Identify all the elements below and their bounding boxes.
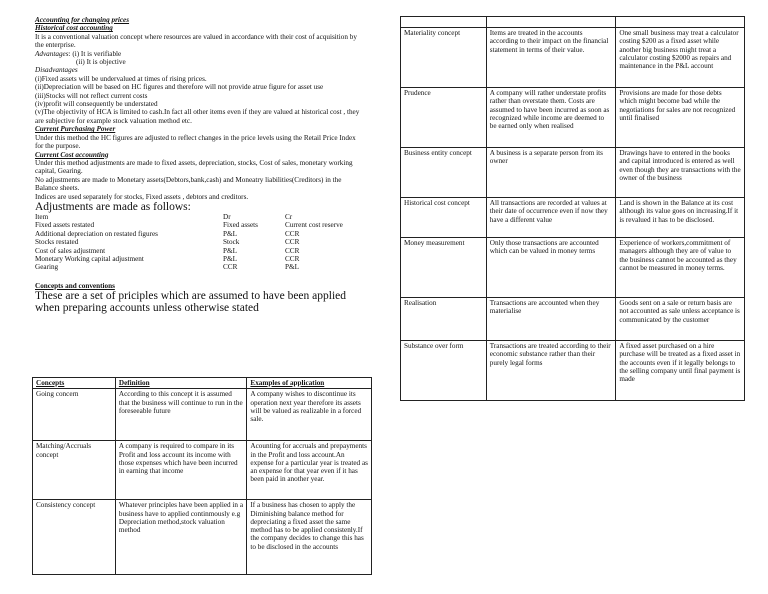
- cca-heading: Current Cost accounting: [35, 150, 109, 159]
- adj-cell: Stock: [223, 238, 240, 247]
- header-cell: Examples of application: [247, 378, 372, 389]
- adj-cell: Fixed assets restated: [35, 221, 95, 230]
- table-row: [401, 298, 745, 341]
- adj-cell: Cost of sales adjustment: [35, 246, 106, 255]
- table-row: [33, 441, 372, 500]
- table-cell: Land is shown in the Balance at its cost although its value goes on increasing.If it is revalued it has to be disclosed.: [616, 198, 745, 238]
- table-cell: Prudence: [401, 88, 487, 148]
- table-cell: Items are treated in the accounts according to their impact on the financial statement in terms of their value.: [486, 28, 616, 88]
- table-cell: A company will rather understate profits rather than overstate them. Costs are assumed to have been incurred as soon as recognized while income are deemed to be earned only when realised: [486, 88, 616, 148]
- table-cell: A fixed asset purchased on a hire purchase will be treated as a fixed asset in the accounts even if it legally belongs to the selling company until final payment is made: [616, 341, 745, 401]
- advantage-1: : (i) It is verifiable: [68, 49, 122, 58]
- table-row: [401, 341, 745, 401]
- left-column: [35, 16, 365, 314]
- header-cell: Concepts: [33, 378, 116, 389]
- concepts-table-continued: [400, 16, 745, 401]
- disadvantage-5: (v)The objectivity of HCA is limited to cash.In fact all other items even if they are valued at historical cost , they are subjective for example stock valuation method etc.: [35, 108, 360, 125]
- adj-cell: CCR: [285, 254, 300, 263]
- table-row: [401, 88, 745, 148]
- cpp-heading: Current Purchasing Power: [35, 125, 116, 134]
- advantages-line-1: [35, 50, 365, 58]
- table-cell: Money measurement: [401, 238, 487, 298]
- table-row: [401, 17, 745, 28]
- table-row: [33, 500, 372, 575]
- adj-cell: Item: [35, 212, 49, 221]
- adj-cell: CCR: [285, 229, 300, 238]
- table-row: [401, 198, 745, 238]
- cpp-text: Under this method the HC figures are adjusted to reflect changes in the price levels using the Retail Price Index for the purpose.: [35, 133, 356, 151]
- table-cell: [486, 17, 616, 28]
- cca-line-3: Indices are used separately for stocks, Fixed assets , debtors and creditors.: [35, 192, 249, 201]
- adj-cell: CCR: [223, 263, 238, 272]
- disadvantage-4: (iv)profit will consequently be understated: [35, 100, 158, 109]
- disadvantages-label: Disadvantages: [35, 66, 78, 75]
- adj-cell: Gearing: [35, 263, 59, 272]
- table-row: [401, 148, 745, 198]
- adj-cell: Additional depreciation on restated figures: [35, 229, 158, 238]
- cca-line-1: Under this method adjustments are made to fixed assets, depreciation, stocks, Cost of sales, monetary working capital, Gearing.: [35, 158, 353, 176]
- table-cell: Provisions are made for those debts which might become bad while the negotiations for sales are not recognized until finalised: [616, 88, 745, 148]
- table-cell: Matching/Accruals concept: [33, 441, 116, 500]
- table-row: [33, 389, 372, 441]
- adj-cell: Cr: [285, 212, 293, 221]
- concepts-intro: These are a set of priciples which are assumed to have been applied when preparing accounts unless otherwise stated: [35, 290, 347, 315]
- right-column: [400, 16, 745, 401]
- table-cell: Acounting for accruals and prepayments in the Profit and loss account.An expense for a particular year is treated as an expense for that year even if it has been paid in another year.: [247, 441, 372, 500]
- adj-cell: CCR: [285, 238, 300, 247]
- table-cell: Going concern: [33, 389, 116, 441]
- adj-cell: CCR: [285, 246, 300, 255]
- adj-cell: Current cost reserve: [285, 221, 343, 230]
- adj-cell: Monetary Working capital adjustment: [35, 254, 144, 263]
- adj-cell: P&L: [285, 263, 299, 272]
- table-cell: Goods sent on a sale or return basis are not accounted as sale unless acceptance is communicated by the customer: [616, 298, 745, 341]
- adj-cell: Dr: [223, 212, 231, 221]
- table-cell: Transactions are accounted when they materialise: [486, 298, 616, 341]
- table-cell: According to this concept it is assumed that the business will continue to run in the foreseeable future: [115, 389, 247, 441]
- hc-text: It is a conventional valuation concept where resources are valued in accordance with their cost of acquisition by the enterprise.: [35, 32, 357, 50]
- table-cell: Only those transactions are accounted which can be valued in money terms: [486, 238, 616, 298]
- table-cell: Transactions are treated according to their economic substance rather than their purely legal forms: [486, 341, 616, 401]
- table-cell: All transactions are recorded at values at their date of occurrence even if now they have a different value: [486, 198, 616, 238]
- adj-cell: P&L: [223, 229, 237, 238]
- cca-line-2: No adjustments are made to Monetary assets(Debtors,bank,cash) and Moneatry liabilities(Creditors) in the Balance sheets.: [35, 175, 342, 193]
- table-cell: Drawings have to entered in the books and capital introduced is entered as well even though they are transactions with the owner of the business: [616, 148, 745, 198]
- disadvantage-1: (i)Fixed assets will be undervalued at times of rising prices.: [35, 74, 207, 83]
- concepts-table: [32, 377, 372, 575]
- header-cell: Definition: [115, 378, 247, 389]
- adj-cell: Fixed assets: [223, 221, 258, 230]
- table-cell: A business is a separate person from its owner: [486, 148, 616, 198]
- hc-heading: Historical cost accounting: [35, 24, 113, 33]
- doc-title: Accounting for changing prices: [35, 16, 130, 24]
- concepts-heading: Concepts and conventions: [35, 281, 115, 290]
- disadvantage-2: (ii)Depreciation will be based on HC figures and therefore will not provide atrue figure for asset use: [35, 83, 324, 92]
- table-cell: A company wishes to discontinue its operation next year therefore its assets will be valued as realizable in a forced sale.: [247, 389, 372, 441]
- table-row: [401, 28, 745, 88]
- adjustments-title: Adjustments are made as follows:: [35, 200, 191, 213]
- adj-cell: P&L: [223, 254, 237, 263]
- table-cell: One small business may treat a calculator costing $200 as a fixed asset while another big business might treat a calculator costing $2000 as repairs and maintenance in the P&L account: [616, 28, 745, 88]
- table-cell: Experience of workers,commitment of managers although they are of value to the business cannot be accounted as they cannot be measured in money terms.: [616, 238, 745, 298]
- table-cell: [401, 17, 487, 28]
- table-cell: Substance over form: [401, 341, 487, 401]
- table-cell: Business entity concept: [401, 148, 487, 198]
- disadvantage-3: (iii)Stocks will not reflect current costs: [35, 91, 148, 100]
- table-cell: A company is required to compare in its Profit and loss account its income with those expenses which have been incurred in earning that income: [115, 441, 247, 500]
- adjustments-list: [35, 213, 365, 272]
- table-cell: Materiality concept: [401, 28, 487, 88]
- table-cell: Historical cost concept: [401, 198, 487, 238]
- adj-cell: Stocks restated: [35, 238, 79, 247]
- adj-cell: P&L: [223, 246, 237, 255]
- table-cell: [616, 17, 745, 28]
- advantage-2: (ii) It is objective: [76, 58, 126, 67]
- table-cell: Whatever principles have been applied in a business have to applied continmously e.g Depreciation method,stock valuation method: [115, 500, 247, 575]
- advantages-label: Advantages: [35, 49, 69, 58]
- table-cell: Realisation: [401, 298, 487, 341]
- table-header-row: [33, 378, 372, 389]
- table-cell: If a business has chosen to apply the Diminishing balance method for depreciating a fixed asset the same method has to be applied consistenly.If the company decides to change this has to be disclosed in the accounts: [247, 500, 372, 575]
- table-cell: Consistency concept: [33, 500, 116, 575]
- table-row: [401, 238, 745, 298]
